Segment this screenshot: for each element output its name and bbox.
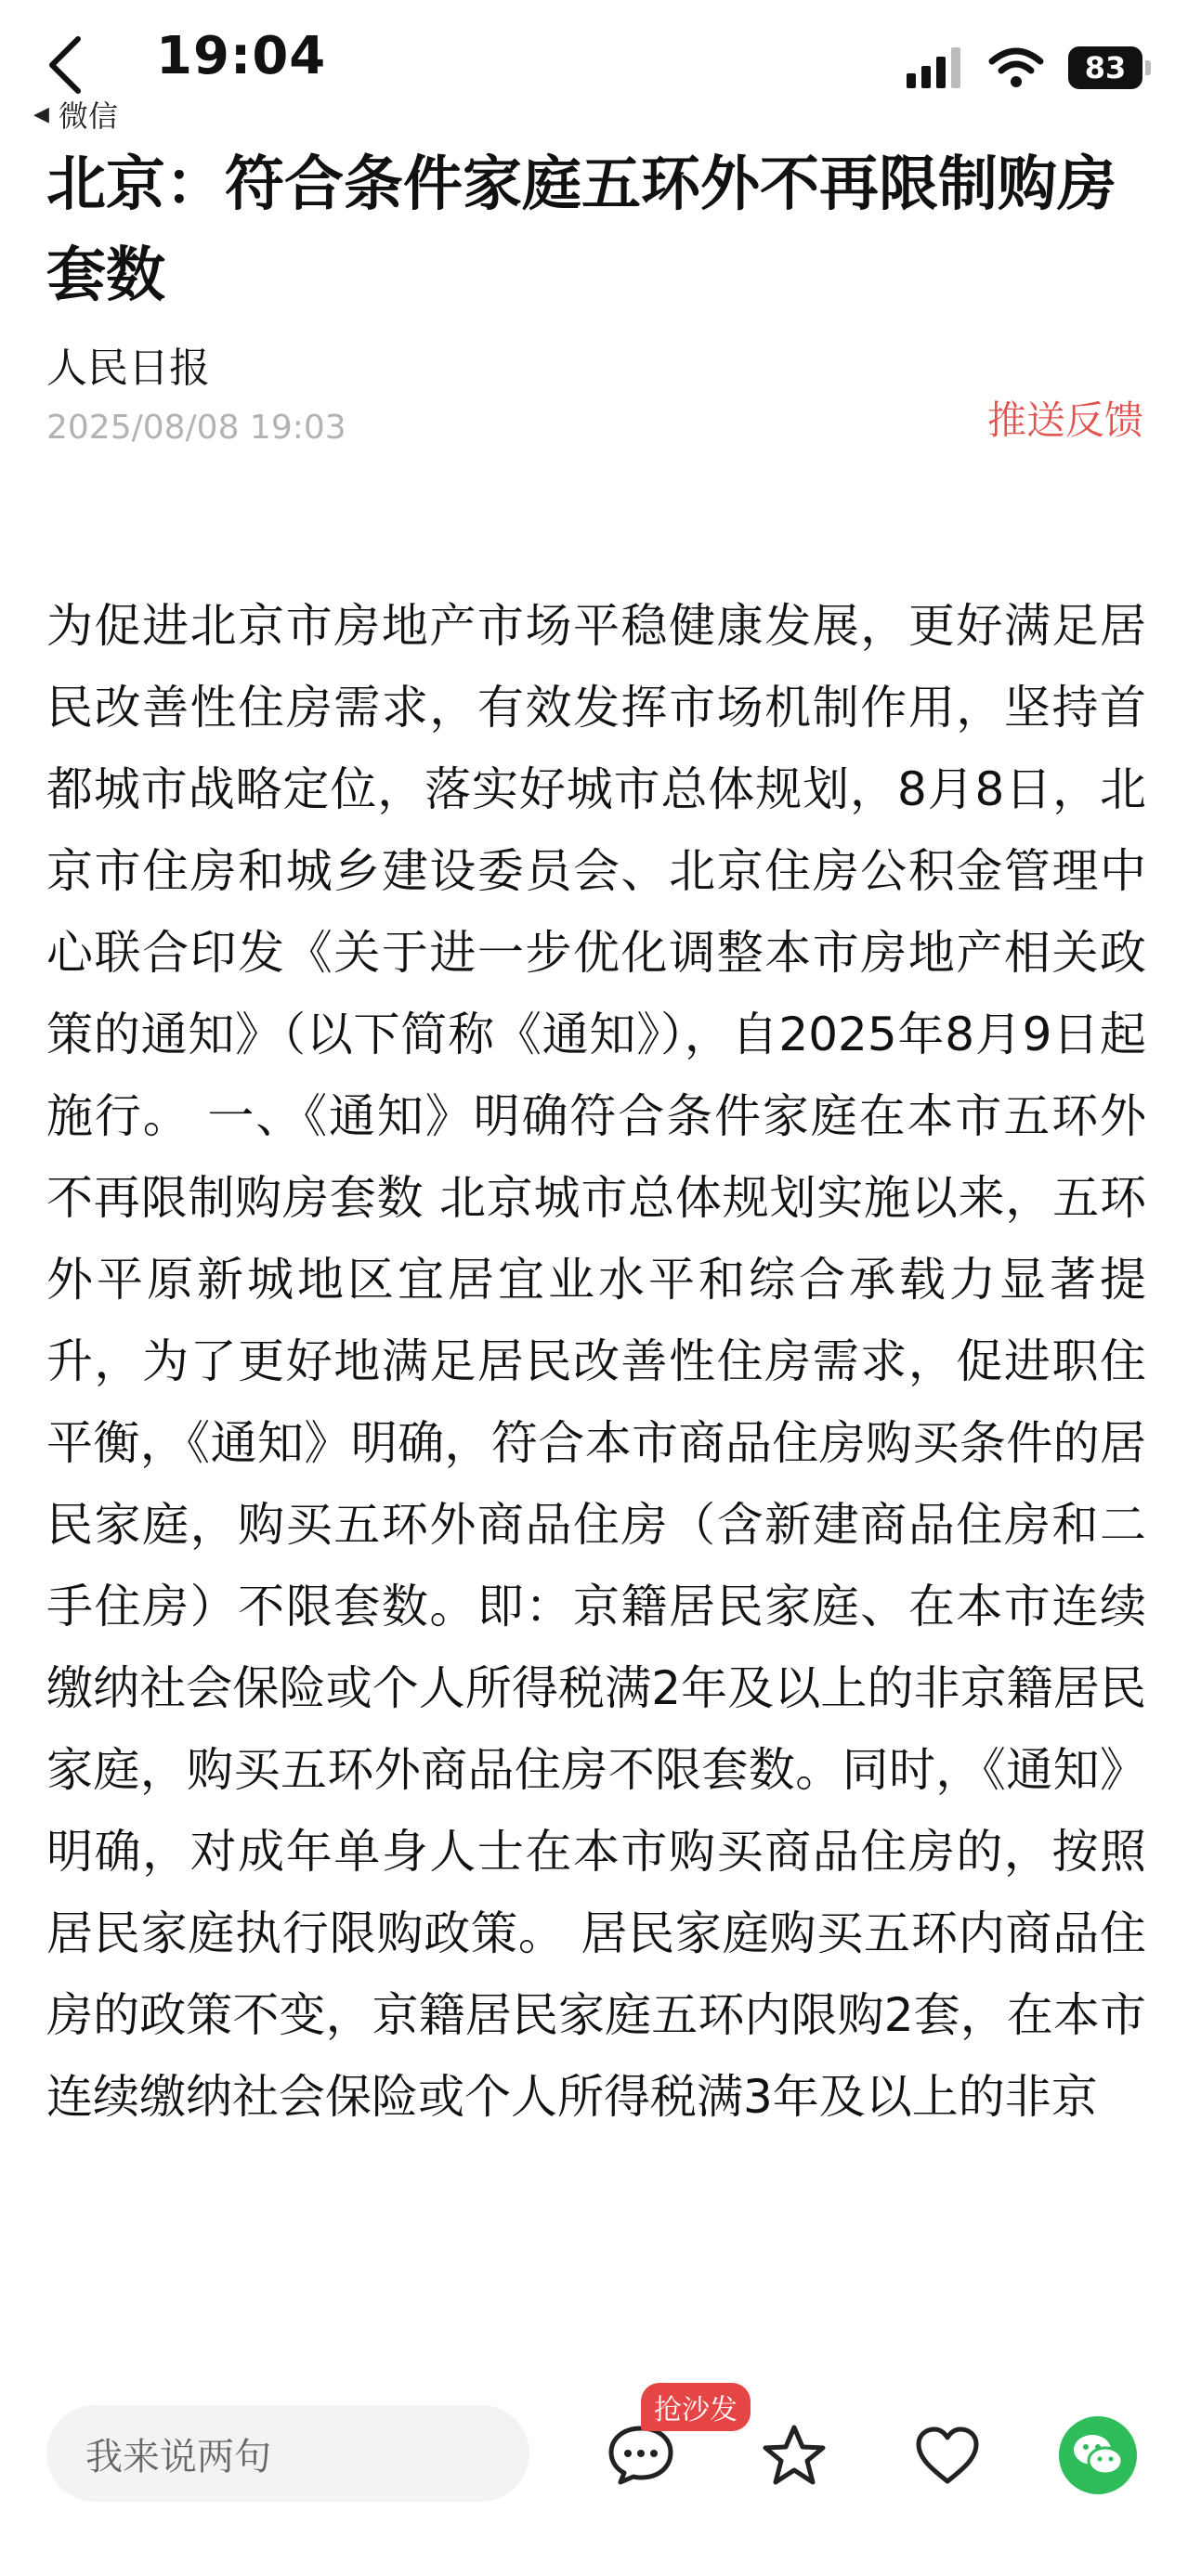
chevron-left-icon bbox=[46, 35, 84, 95]
comment-placeholder: 我来说两句 bbox=[85, 2435, 271, 2478]
back-to-app-link[interactable] bbox=[33, 93, 118, 136]
wifi-icon bbox=[988, 46, 1044, 89]
article-body: 为促进北京市房地产市场平稳健康发展，更好满足居民改善性住房需求，有效发挥市场机制作用，坚持首都城市战略定位，落实好城市总体规划，8月8日，北京市住房和城乡建设委员会、北京住房公积金管理中心联合印发《关于进一步优化调整本市房地产相关政策的通知》（以下简称《通知》），自2025年8月9日起施行。 一、《通知》明确符合条件家庭在本市五环外不再限制购房套数 北京城市总体规划实施以来，五环外平原新城地区宜居宜业水平和综合承载力显著提升，为了更好地满足居民改善性住房需求，促进职住平衡，《通知》明确，符合本市商品住房购买条件的居民家庭，购买五环外商品住房（含新建商品住房和二手住房）不限套数。即：京籍居民家庭、在本市连续缴纳社会保险或个人所得税满2年及以上的非京籍居民家庭，购买五环外商品住房不限套数。同时，《通知》明确，对成年单身人士在本市购买商品住房的，按照居民家庭执行限购政策。 居民家庭购买五环内商品住房的政策不变，京籍居民家庭五环内限购2套，在本市连续缴纳社会保险或个人所得税满3年及以上的非京 bbox=[46, 599, 1146, 2124]
push-feedback-link[interactable]: 推送反馈 bbox=[986, 397, 1143, 443]
battery-tip bbox=[1145, 60, 1151, 75]
battery-icon bbox=[1068, 46, 1142, 89]
sofa-badge: 抢沙发 bbox=[641, 2383, 751, 2431]
comment-input[interactable] bbox=[46, 2405, 529, 2502]
back-button[interactable] bbox=[37, 28, 93, 102]
wechat-icon bbox=[1070, 2431, 1126, 2479]
star-icon bbox=[762, 2424, 827, 2487]
heart-icon bbox=[915, 2426, 980, 2485]
status-icons bbox=[907, 46, 1151, 89]
status-time: 19:04 bbox=[156, 26, 327, 86]
article-publisher[interactable]: 人民日报 bbox=[46, 345, 210, 392]
status-bar bbox=[0, 0, 1188, 139]
bottom-action-bar bbox=[0, 2377, 1188, 2576]
back-triangle-icon: ◀ bbox=[33, 102, 49, 126]
share-wechat-button[interactable] bbox=[1059, 2416, 1137, 2494]
battery-level: 83 bbox=[1084, 50, 1127, 85]
like-button[interactable] bbox=[910, 2418, 985, 2492]
favorite-button[interactable] bbox=[757, 2418, 831, 2492]
article-title: 北京：符合条件家庭五环外不再限制购房套数 bbox=[46, 150, 1116, 310]
comment-icon bbox=[607, 2425, 674, 2486]
back-to-app-label: 微信 bbox=[58, 98, 118, 134]
article-date: 2025/08/08 19:03 bbox=[46, 409, 346, 447]
signal-icon bbox=[907, 47, 966, 88]
